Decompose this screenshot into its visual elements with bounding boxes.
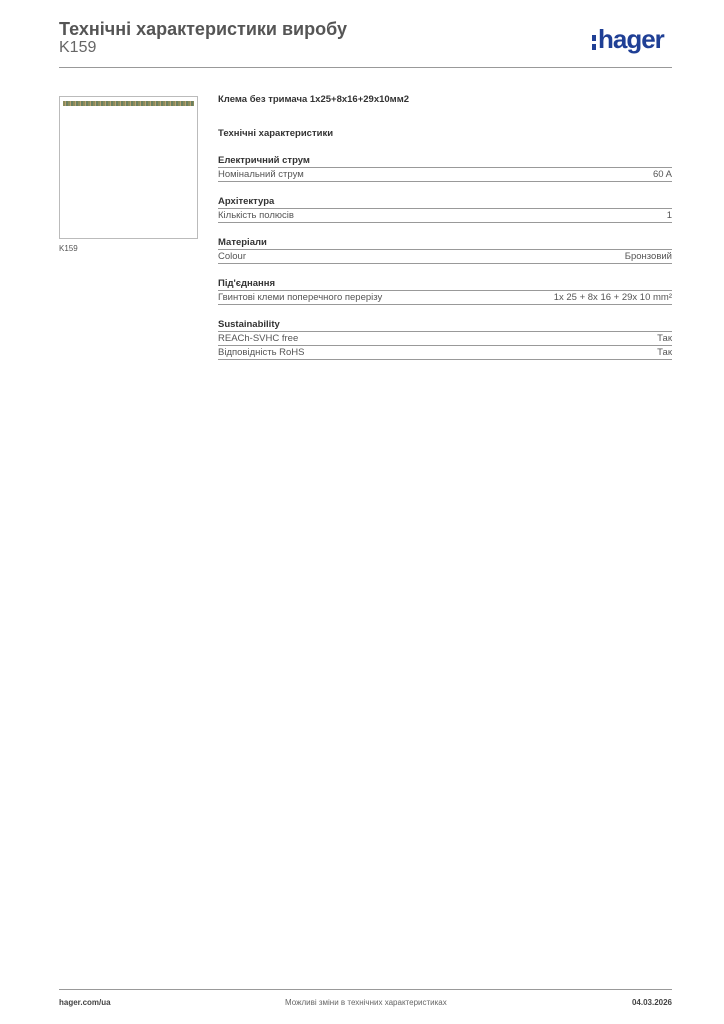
footer-divider (59, 989, 672, 990)
spec-group-materials (218, 236, 672, 264)
spec-value: 1x 25 + 8x 16 + 29x 10 mm² (553, 292, 672, 303)
footer-date: 04.03.2026 (631, 998, 672, 1007)
footer-website-link[interactable]: hager.com/ua (59, 998, 111, 1007)
spec-group-sustainability (218, 318, 672, 360)
terminal-block-icon (63, 101, 194, 106)
spec-group-title: Електричний струм (218, 155, 310, 166)
spec-group-title: Матеріали (218, 237, 267, 248)
spec-value: 1 (666, 210, 672, 221)
spec-row (218, 331, 672, 345)
spec-value: Бронзовий (624, 251, 672, 262)
spec-row (218, 208, 672, 223)
spec-label: Номінальний струм (218, 169, 304, 180)
spec-group-connection (218, 277, 672, 305)
spec-group-title: Архітектура (218, 196, 275, 207)
spec-row (218, 345, 672, 360)
spec-label: Кількість полюсів (218, 210, 294, 221)
spec-group-electric (218, 154, 672, 182)
spec-label: REACh-SVHC free (218, 333, 299, 344)
specification-panel (218, 93, 672, 360)
product-name: Клема без тримача 1x25+8x16+29x10мм2 (218, 94, 410, 105)
spec-label: Відповідність RoHS (218, 347, 305, 358)
spec-label: Гвинтові клеми поперечного перерізу (218, 292, 383, 303)
spec-value: Так (657, 347, 672, 358)
footer-disclaimer: Можливі зміни в технічних характеристиках (285, 998, 447, 1007)
header-divider (59, 67, 672, 68)
spec-group-architecture (218, 195, 672, 223)
spec-heading: Технічні характеристики (218, 128, 334, 139)
page-subtitle: K159 (59, 39, 97, 56)
spec-group-title: Під'єднання (218, 278, 276, 289)
logo-text: hager (598, 24, 664, 54)
product-image-caption: K159 (59, 244, 78, 253)
spec-value: 60 A (652, 169, 672, 180)
product-image (59, 96, 198, 239)
logo-dots-icon (592, 31, 596, 49)
page-title: Технічні характеристики виробу (59, 19, 347, 39)
spec-row (218, 249, 672, 264)
spec-row (218, 167, 672, 182)
spec-row (218, 290, 672, 305)
spec-group-title: Sustainability (218, 319, 280, 330)
brand-logo (592, 26, 664, 52)
spec-label: Colour (218, 251, 246, 262)
spec-value: Так (657, 333, 672, 344)
